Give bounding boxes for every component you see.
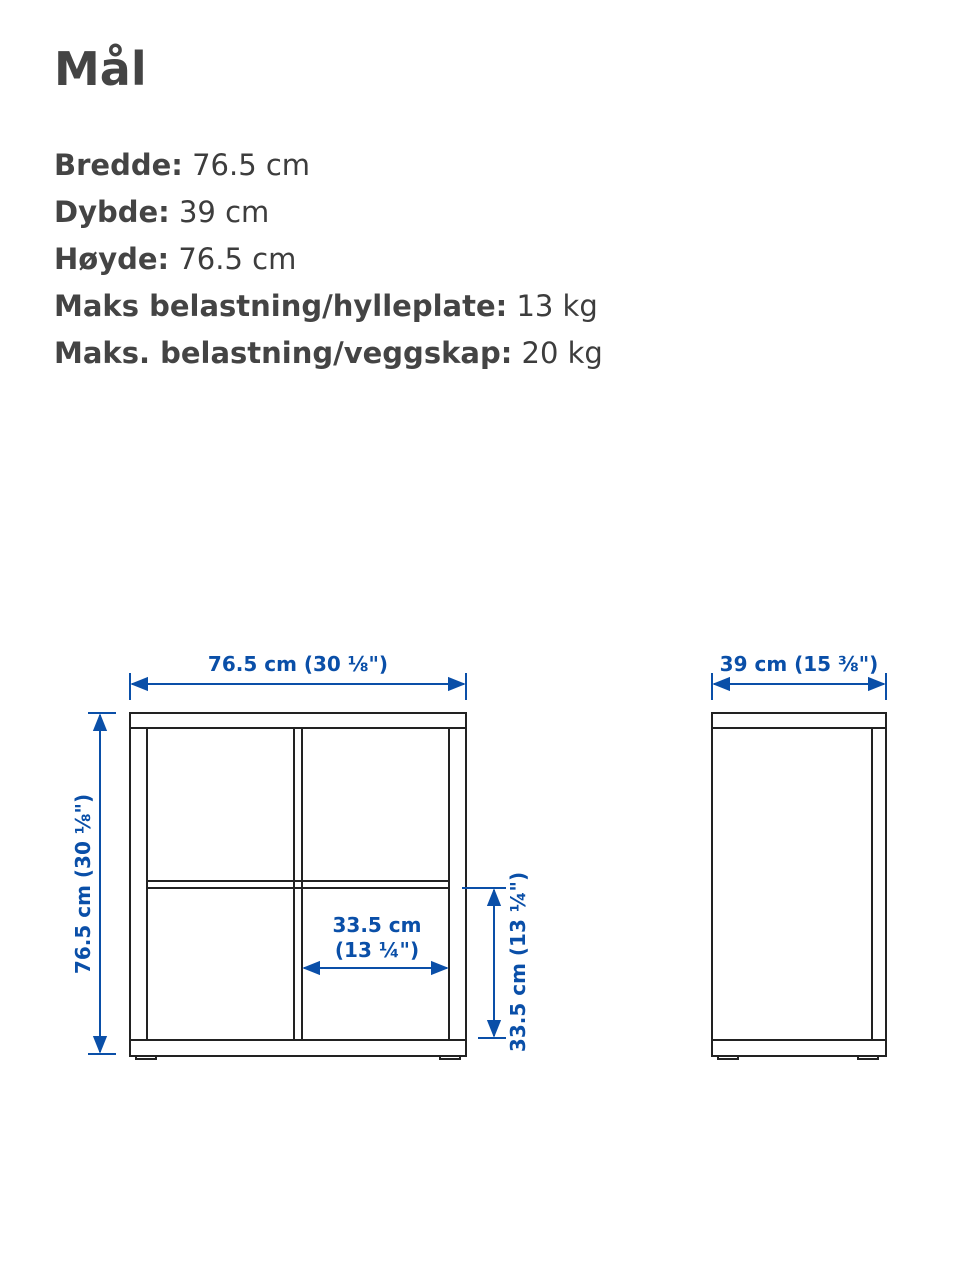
dimension-drawing — [0, 600, 960, 1100]
front-height-label: 76.5 cm (30 ⅛") — [71, 793, 95, 975]
spec-label: Maks belastning/hylleplate: — [54, 289, 508, 323]
spec-depth — [54, 189, 603, 236]
spec-label: Dybde: — [54, 195, 170, 229]
page-title: Mål — [54, 42, 147, 96]
front-view-shelf — [130, 713, 466, 1059]
front-left-foot — [136, 1056, 156, 1059]
spec-label: Høyde: — [54, 242, 170, 276]
front-width-label: 76.5 cm (30 ⅛") — [207, 652, 389, 676]
side-top-panel — [712, 713, 886, 728]
spec-max-load-shelf — [54, 283, 603, 330]
spec-value: 20 kg — [521, 336, 603, 370]
spec-value: 76.5 cm — [192, 148, 311, 182]
spec-label: Bredde: — [54, 148, 183, 182]
front-right-panel — [449, 728, 466, 1040]
dimension-specs-list — [54, 142, 603, 377]
compartment-width-label-line1: 33.5 cm — [332, 913, 422, 937]
front-top-panel — [130, 713, 466, 728]
side-bottom-panel — [712, 1040, 886, 1056]
front-horizontal-shelf — [147, 881, 449, 888]
spec-width — [54, 142, 603, 189]
side-view-shelf — [712, 713, 886, 1059]
side-left-foot — [718, 1056, 738, 1059]
side-right-foot — [858, 1056, 878, 1059]
spec-height — [54, 236, 603, 283]
compartment-height-label: 33.5 cm (13 ¼") — [506, 871, 530, 1053]
spec-value: 39 cm — [178, 195, 270, 229]
compartment-width-label-line2: (13 ¼") — [334, 938, 420, 962]
spec-value: 13 kg — [516, 289, 598, 323]
spec-value: 76.5 cm — [178, 242, 297, 276]
side-depth-label: 39 cm (15 ⅜") — [719, 652, 879, 676]
front-right-foot — [440, 1056, 460, 1059]
dimension-lines — [88, 673, 886, 1054]
front-vertical-divider — [294, 728, 302, 1040]
spec-max-load-wall-cabinet — [54, 330, 603, 377]
spec-label: Maks. belastning/veggskap: — [54, 336, 513, 370]
front-bottom-panel — [130, 1040, 466, 1056]
side-body — [712, 728, 886, 1040]
front-left-panel — [130, 728, 147, 1040]
